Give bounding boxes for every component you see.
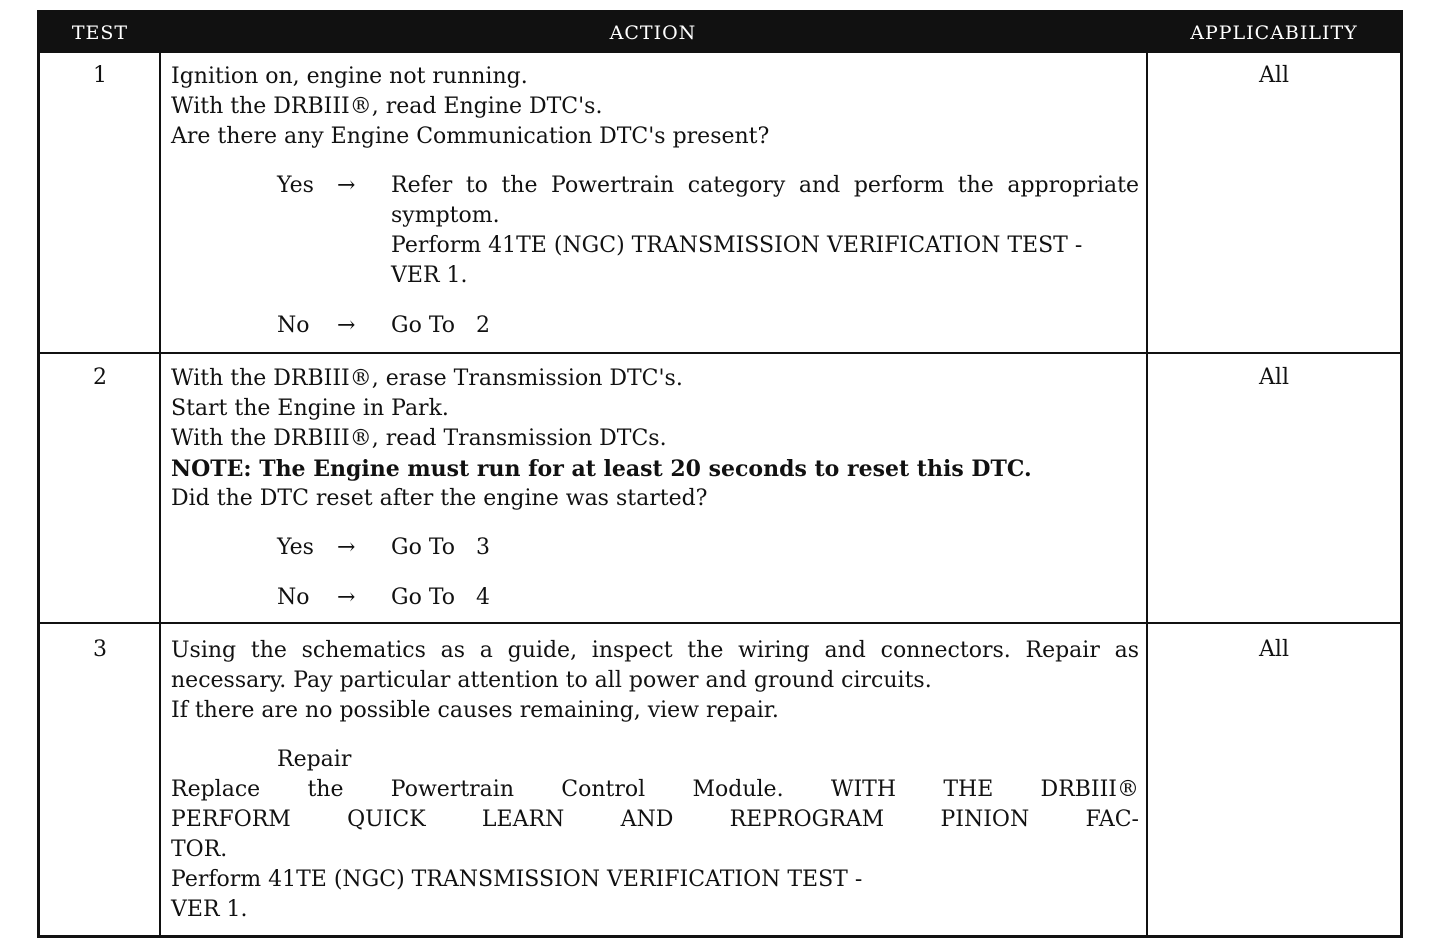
header-applicability: APPLICABILITY [1190, 22, 1358, 44]
action-line: With the DRBIII®, erase Transmission DTC's. [171, 366, 683, 391]
test-number: 3 [93, 637, 107, 662]
repair-label: Repair [277, 747, 352, 772]
goto-link[interactable]: Go To 2 [391, 313, 490, 338]
applicability-value: All [1259, 365, 1289, 390]
option-key: Yes [277, 535, 314, 560]
test-2-action [171, 364, 1139, 613]
goto-link[interactable]: Go To 3 [391, 535, 490, 560]
option-result: Refer to the Powertrain category and perform the appropriate [391, 173, 1139, 198]
applicability-value: All [1259, 637, 1289, 662]
row-divider [40, 352, 1400, 354]
header-action: ACTION [609, 22, 697, 44]
option-no [171, 311, 1139, 341]
option-result: VER 1. [391, 263, 468, 288]
action-line: Start the Engine in Park. [171, 396, 449, 421]
action-line: Are there any Engine Communication DTC's present? [171, 124, 770, 149]
option-key: Yes [277, 173, 314, 198]
option-no [171, 583, 1139, 613]
option-yes [171, 171, 1139, 201]
arrow-icon: → [337, 535, 356, 560]
option-key: No [277, 313, 310, 338]
diagnostic-test-table [37, 10, 1403, 938]
option-result: Perform 41TE (NGC) TRANSMISSION VERIFICATION TEST - [391, 233, 1083, 258]
arrow-icon: → [337, 173, 356, 198]
action-line: If there are no possible causes remaining, view repair. [171, 698, 779, 723]
repair-line: PERFORM QUICK LEARN AND REPROGRAM PINION FAC- [171, 807, 1139, 832]
applicability-value: All [1259, 63, 1289, 88]
arrow-icon: → [337, 313, 356, 338]
table-header [40, 13, 1400, 53]
test-1-action [171, 62, 1139, 341]
action-line: Did the DTC reset after the engine was started? [171, 486, 708, 511]
repair-line: TOR. [171, 837, 228, 862]
test-number: 1 [93, 63, 107, 88]
action-line: Ignition on, engine not running. [171, 64, 528, 89]
arrow-icon: → [337, 585, 356, 610]
option-result: symptom. [391, 203, 500, 228]
row-divider [40, 622, 1400, 624]
repair-line: VER 1. [171, 897, 248, 922]
action-line: Using the schematics as a guide, inspect the wiring and connectors. Repair as [171, 638, 1139, 663]
option-yes [171, 533, 1139, 563]
note-line: NOTE: The Engine must run for at least 20 seconds to reset this DTC. [171, 456, 1032, 482]
test-3-action [171, 636, 1139, 925]
action-line: With the DRBIII®, read Transmission DTCs. [171, 426, 667, 451]
action-line: necessary. Pay particular attention to all power and ground circuits. [171, 668, 932, 693]
column-divider [159, 53, 161, 935]
column-divider [1146, 53, 1148, 935]
header-test: TEST [71, 22, 129, 44]
goto-link[interactable]: Go To 4 [391, 585, 490, 610]
action-line: With the DRBIII®, read Engine DTC's. [171, 94, 603, 119]
repair-line: Perform 41TE (NGC) TRANSMISSION VERIFICATION TEST - [171, 867, 863, 892]
test-number: 2 [93, 365, 107, 390]
repair-line: Replace the Powertrain Control Module. WITH THE DRBIII® [171, 777, 1139, 802]
option-key: No [277, 585, 310, 610]
